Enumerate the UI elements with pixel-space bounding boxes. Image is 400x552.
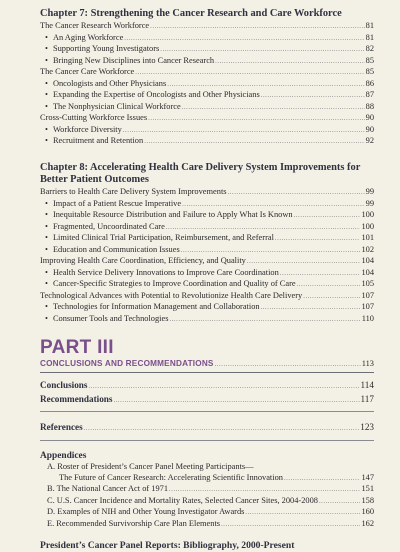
- toc-entry: [40, 519, 374, 531]
- toc-entry-label: Recommendations: [40, 394, 113, 405]
- toc-entry-label: Cross-Cutting Workforce Issues: [40, 113, 148, 123]
- toc-entry-label: The Future of Cancer Research: Accelerating Scientific Innovation: [59, 472, 283, 482]
- toc-entry: [40, 125, 374, 137]
- toc-entry-page: 105: [361, 279, 374, 289]
- toc-entry-page: 104: [361, 267, 374, 277]
- toc-entry: [40, 21, 374, 33]
- toc-entry: [40, 279, 374, 291]
- toc-entry-page: 104: [361, 256, 374, 266]
- table-of-contents: [40, 8, 374, 552]
- toc-entry-label: • Technologies for Information Management and Collaboration: [40, 302, 260, 313]
- chapter-8-title: Chapter 8: Accelerating Health Care Delivery System Improvements for: [40, 162, 361, 174]
- toc-entry-page: 86: [365, 78, 374, 88]
- toc-entry-label: Improving Health Care Coordination, Efficiency, and Quality: [40, 256, 246, 266]
- toc-entry: [40, 484, 374, 496]
- toc-entry: [40, 187, 374, 199]
- toc-entry-page: 114: [360, 380, 374, 391]
- toc-entry: [40, 496, 374, 508]
- toc-entry: [40, 379, 374, 393]
- toc-entry-label: • Health Service Delivery Innovations to Improve Care Coordination: [40, 268, 279, 279]
- toc-entry-page: 107: [361, 302, 374, 312]
- toc-entry: [40, 67, 374, 79]
- toc-entry: [40, 245, 374, 257]
- divider: [40, 440, 374, 441]
- part-iii-subtitle: CONCLUSIONS AND RECOMMENDATIONS: [40, 358, 214, 368]
- toc-entry: [40, 291, 374, 303]
- toc-entry-page: 100: [361, 221, 374, 231]
- toc-entry: [40, 90, 374, 102]
- toc-entry: [40, 507, 374, 519]
- toc-entry-page: 81: [365, 21, 374, 30]
- toc-entry-label: • Education and Communication Issues: [40, 245, 180, 256]
- toc-entry-page: 85: [365, 55, 374, 65]
- toc-entry-page: 99: [365, 187, 374, 197]
- toc-entry-page: 110: [361, 314, 374, 324]
- toc-entry: [40, 473, 374, 485]
- chapter-8-title-line2: Better Patient Outcomes: [40, 174, 149, 186]
- toc-entry: [40, 44, 374, 56]
- toc-entry-label: Conclusions: [40, 380, 88, 391]
- toc-entry-page: 87: [365, 90, 374, 100]
- toc-entry: [40, 210, 374, 222]
- toc-entry-label: • Impact of a Patient Rescue Imperative: [40, 199, 181, 210]
- toc-entry-label: B. The National Cancer Act of 1971: [47, 484, 169, 494]
- toc-entry: [40, 462, 374, 473]
- toc-entry-page: 99: [365, 198, 374, 208]
- toc-entry: [40, 33, 374, 45]
- toc-entry: [40, 393, 374, 407]
- toc-entry: [40, 113, 374, 125]
- toc-entry: [40, 421, 374, 435]
- toc-entry-label: • Limited Clinical Trial Participation, Reimbursement, and Referral: [40, 233, 274, 244]
- toc-entry-page: 117: [360, 394, 374, 405]
- toc-entry-page: 158: [361, 495, 374, 505]
- toc-entry-page: 85: [365, 67, 374, 77]
- toc-entry: [40, 79, 374, 91]
- toc-entry-page: 113: [361, 358, 374, 368]
- toc-entry-page: 151: [361, 484, 374, 494]
- toc-entry-label: • The Nonphysician Clinical Workforce: [40, 102, 181, 113]
- toc-entry-label: • Supporting Young Investigators: [40, 44, 159, 55]
- divider: [40, 372, 374, 373]
- toc-entry-label: Technological Advances with Potential to Revolutionize Health Care Delivery: [40, 290, 303, 300]
- toc-entry-page: 88: [365, 101, 374, 111]
- toc-entry-label: • Cancer-Specific Strategies to Improve Coordination and Quality of Care: [40, 279, 296, 290]
- toc-entry-page: 123: [360, 422, 374, 433]
- toc-entry-page: 147: [361, 472, 374, 482]
- appendices-title: Appendices: [40, 451, 87, 462]
- toc-entry: [40, 314, 374, 326]
- toc-entry-page: 90: [365, 124, 374, 134]
- toc-entry-label: The Cancer Care Workforce: [40, 67, 135, 77]
- toc-entry: [40, 136, 374, 148]
- toc-entry-label: • Workforce Diversity: [40, 125, 122, 136]
- toc-entry: [40, 302, 374, 314]
- toc-entry-label: • Fragmented, Uncoordinated Care: [40, 222, 165, 233]
- toc-entry-label: • Bringing New Disciplines into Cancer Research: [40, 56, 214, 67]
- toc-entry-page: 100: [361, 210, 374, 220]
- toc-entry-label: E. Recommended Survivorship Care Plan Elements: [47, 518, 221, 528]
- toc-entry-page: 160: [361, 507, 374, 517]
- toc-entry-label: The Cancer Research Workforce: [40, 21, 150, 30]
- toc-entry-label: • An Aging Workforce: [40, 33, 123, 44]
- bibliography-title: President’s Cancer Panel Reports: Bibliography, 2000-Present: [40, 540, 295, 552]
- toc-entry-page: 81: [365, 32, 374, 42]
- toc-entry-label: D. Examples of NIH and Other Young Investigator Awards: [47, 507, 245, 517]
- toc-entry-label: • Inequitable Resource Distribution and Failure to Apply What Is Known: [40, 210, 293, 221]
- toc-entry: [40, 233, 374, 245]
- toc-entry-page: 101: [361, 233, 374, 243]
- toc-entry-label: • Oncologists and Other Physicians: [40, 79, 166, 90]
- toc-entry-label: A. Roster of President’s Cancer Panel Meeting Participants—: [47, 462, 254, 472]
- toc-entry-label: Barriers to Health Care Delivery System Improvements: [40, 187, 227, 197]
- toc-entry-label: • Consumer Tools and Technologies: [40, 314, 168, 325]
- chapter-7-title: Chapter 7: Strengthening the Cancer Research and Care Workforce: [40, 8, 342, 19]
- toc-entry: [40, 256, 374, 268]
- toc-entry: [40, 222, 374, 234]
- toc-entry-page: 102: [361, 244, 374, 254]
- toc-entry-page: 162: [361, 518, 374, 528]
- toc-entry-page: 82: [365, 44, 374, 54]
- toc-entry-label: References: [40, 422, 83, 433]
- toc-entry-label: • Expanding the Expertise of Oncologists and Other Physicians: [40, 90, 260, 101]
- toc-entry-label: • Recruitment and Retention: [40, 136, 143, 147]
- toc-entry-page: 92: [365, 136, 374, 146]
- part-iii-title: PART III: [40, 336, 114, 358]
- toc-entry-page: 107: [361, 290, 374, 300]
- toc-entry-page: 90: [365, 113, 374, 123]
- toc-entry: [40, 268, 374, 280]
- toc-entry: [40, 199, 374, 211]
- toc-entry: [40, 102, 374, 114]
- toc-entry: [40, 56, 374, 68]
- divider: [40, 411, 374, 412]
- part-iii-entry: [40, 359, 374, 371]
- toc-entry-label: C. U.S. Cancer Incidence and Mortality Rates, Selected Cancer Sites, 2004-2008: [47, 495, 318, 505]
